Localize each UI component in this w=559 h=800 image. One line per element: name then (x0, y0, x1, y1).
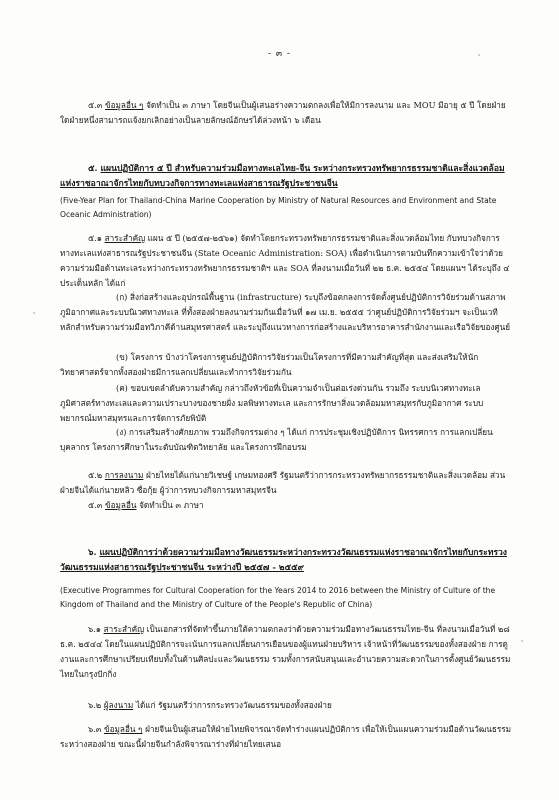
para-number: ๖.๓ (88, 724, 102, 734)
list-marker: (ค) (116, 383, 128, 393)
list-text: การเสริมสร้างศักยภาพ รวมถึงกิจกรรมต่าง ๆ ได้แก่ การประชุมเชิงปฏิบัติการ นิทรรศการ การแลกเปลี่ยนบุคลากร โครงการศึกษาในระดับบัณฑิตวิทยาลัย และโครงการฝึกอบรม (60, 427, 493, 452)
list-text: ขอบเขตลำดับความสำคัญ กล่าวถึงหัวข้อที่เป็นความจำเป็นต่อเร่งด่วนกัน รวมถึง ระบบนิเวศทางทะเล ภูมิศาสตร์ทางทะเลและความเปราะบางของชายฝั่ง มลพิษทางทะเล และการรักษาสิ่งแวดล้อมมหาสมุทรกับภูมิอากาศ ระบบพยากรณ์มหาสมุทรและการจัดการภัยพิบัติ (60, 383, 484, 423)
para-label: การลงนาม (104, 470, 144, 480)
para-label: สาระสำคัญ (104, 233, 146, 243)
section-6-1 (60, 622, 512, 682)
item-5-3 (60, 98, 512, 128)
para-text: ฝ่ายไทยได้แก่นายวิเชษฐ์ เกษมทองศรี รัฐมนตรีว่าการกระทรวงทรัพยากรธรรมชาติและสิ่งแวดล้อม ส่วนฝ่ายจีนได้แก่นายหลิว ซื่อกุ้ย ผู้ว่าการทบวงกิจการมหาสมุทรจีน (60, 470, 506, 495)
section-5-heading (60, 162, 512, 192)
scan-speck (521, 640, 523, 642)
section-5-english-title: (Five-Year Plan for Thailand-China Marine Cooperation by Ministry of Natural Resources and Environment and State Oceanic Administration) (60, 196, 497, 219)
list-text: สิ่งก่อสร้างและอุปกรณ์พื้นฐาน (infrastructure) ระบุถึงข้อตกลงการจัดตั้งศูนย์ปฏิบัติการวิจัยร่วมด้านสภาพภูมิอากาศและระบบนิเวศทางทะเล ที่ทั้งสองฝ่ายลงนามร่วมกันเมื่อวันที่ ๑๗ เม.ย. ๒๕๕๕ ว่าศูนย์ปฏิบัติการวิจัยร่วมฯ จะเป็นเวทีหลักสำหรับความร่วมมือทวิภาคีด้านสมุทรศาสตร์ และระบุถึงแนวทางการก่อสร้างและบริหารอาคารสำนักงานและเรือวิจัยของศูนย์ (60, 292, 511, 332)
list-text: โครงการ บ้างว่าโครงการศูนย์ปฏิบัติการวิจัยร่วมเป็นโครงการที่มีความสำคัญที่สุด และส่งเสริมให้นักวิทยาศาสตร์จากทั้งสองฝ่ายมีการแลกเปลี่ยนและทำการวิจัยร่วมกัน (60, 352, 479, 377)
para-number: ๕.๑ (88, 233, 102, 243)
para-number: ๕.๒ (88, 470, 103, 480)
para-text: จัดทำเป็น ๓ ภาษา (139, 500, 204, 510)
section-5-1-b (60, 350, 512, 380)
page-number: - ๓ - (268, 49, 291, 59)
section-title: แผนปฏิบัติการว่าด้วยความร่วมมือทางวัฒนธรรมระหว่างกระทรวงวัฒนธรรมแห่งราชอาณาจักรไทยกับกระทรวงวัฒนธรรมแห่งสาธารณรัฐประชาชนจีน ระหว่างปี ๒๕๕๗ - ๒๕๕๙ (60, 548, 508, 573)
item-text: จัดทำเป็น ๓ ภาษา โดยจีนเป็นผู้เสนอร่างความตกลงเพื่อให้มีการลงนาม และ MOU มีอายุ ๕ ปี โดยฝ่ายใดฝ่ายหนึ่งสามารถแจ้งยกเลิกอย่างเป็นลายลักษณ์อักษรได้ล่วงหน้า ๖ เดือน (60, 100, 506, 125)
section-5-1-d (60, 425, 512, 455)
list-marker: (ง) (116, 427, 127, 437)
section-number: ๕. (88, 164, 98, 174)
para-number: ๖.๑ (88, 624, 101, 634)
scan-speck (478, 54, 480, 56)
section-5-3 (60, 498, 512, 513)
section-5-1 (60, 231, 512, 291)
item-label: ข้อมูลอื่น ๆ (105, 100, 144, 110)
scan-speck (33, 312, 35, 314)
para-number: ๕.๓ (88, 500, 103, 510)
para-label: สาระสำคัญ (103, 624, 145, 634)
para-label: ข้อมูลอื่น (105, 500, 137, 510)
section-6-english-title: (Executive Programmes for Cultural Cooperation for the Years 2014 to 2016 between the Ministry of Culture of the Kingdom of Thailand and the Ministry of Culture of the People's Republic of China) (60, 586, 496, 609)
item-number: ๕.๓ (88, 100, 103, 110)
list-marker: (ก) (116, 292, 128, 302)
para-label: ข้อมูลอื่น ๆ (104, 724, 143, 734)
section-6-3 (60, 722, 512, 752)
para-number: ๖.๒ (88, 700, 102, 710)
para-label: ผู้ลงนาม (103, 700, 134, 710)
section-number: ๖. (88, 548, 97, 558)
list-marker: (ข) (116, 352, 128, 362)
section-title: แผนปฏิบัติการ ๕ ปี สำหรับความร่วมมือทางทะเลไทย-จีน ระหว่างกระทรวงทรัพยากรธรรมชาติและสิ่งแวดล้อมแห่งราชอาณาจักรไทยกับทบวงกิจการทางทะเลแห่งสาธารณรัฐประชาชนจีน (60, 164, 505, 189)
para-text: เป็นเอกสารที่จัดทำขึ้นภายใต้ความตกลงว่าด้วยความร่วมมือทางวัฒนธรรมไทย-จีน ที่ลงนามเมื่อวันที่ ๒๘ ธ.ค. ๒๕๔๔ โดยในแผนปฏิบัติการจะเน้นการแลกเปลี่ยนการเยือนของผู้แทนฝ่ายบริหาร เจ้าหน้าที่วัฒนธรรมของทั้งสองฝ่าย การดูงานและการศึกษาเปรียบเทียบทั้งในด้านศิลปะและวัฒนธรรม รวมทั้งการสนับสนุนและอำนวยความสะดวกในการตั้งศูนย์วัฒนธรรมไทยในกรุงปักกิ่ง (60, 624, 511, 679)
section-5-2 (60, 468, 512, 498)
para-text: ฝ่ายจีนเป็นผู้เสนอให้ฝ่ายไทยพิจารณาจัดทำร่างแผนปฏิบัติการ เพื่อให้เป็นแผนความร่วมมือด้านวัฒนธรรมระหว่างสองฝ่าย ขณะนี้ฝ่ายจีนกำลังพิจารณาร่างที่ฝ่ายไทยเสนอ (60, 724, 512, 749)
section-5-1-c (60, 381, 512, 426)
section-6-2 (60, 698, 512, 713)
section-5-1-a (60, 290, 512, 335)
para-text: ได้แก่ รัฐมนตรีว่าการกระทรวงวัฒนธรรมของทั้งสองฝ่าย (135, 700, 332, 710)
para-text: แผน ๕ ปี (๒๕๕๗-๒๕๖๑) จัดทำโดยกระทรวงทรัพยากรธรรมชาติและสิ่งแวดล้อมไทย กับทบวงกิจการทางทะเลแห่งสาธารณรัฐประชาชนจีน (State Oceanic Administration: SOA) เพื่อดำเนินการตามบันทึกความเข้าใจว่าด้วยความร่วมมือด้านทะเลระหว่างกระทรวงทรัพยากรธรรมชาติฯ และ SOA ที่ลงนามเมื่อวันที่ ๒๒ ธ.ค. ๒๕๕๔ โดยแผนฯ ได้ระบุถึง ๔ ประเด็นหลัก ได้แก่ (60, 233, 510, 288)
section-6-heading (60, 546, 512, 576)
